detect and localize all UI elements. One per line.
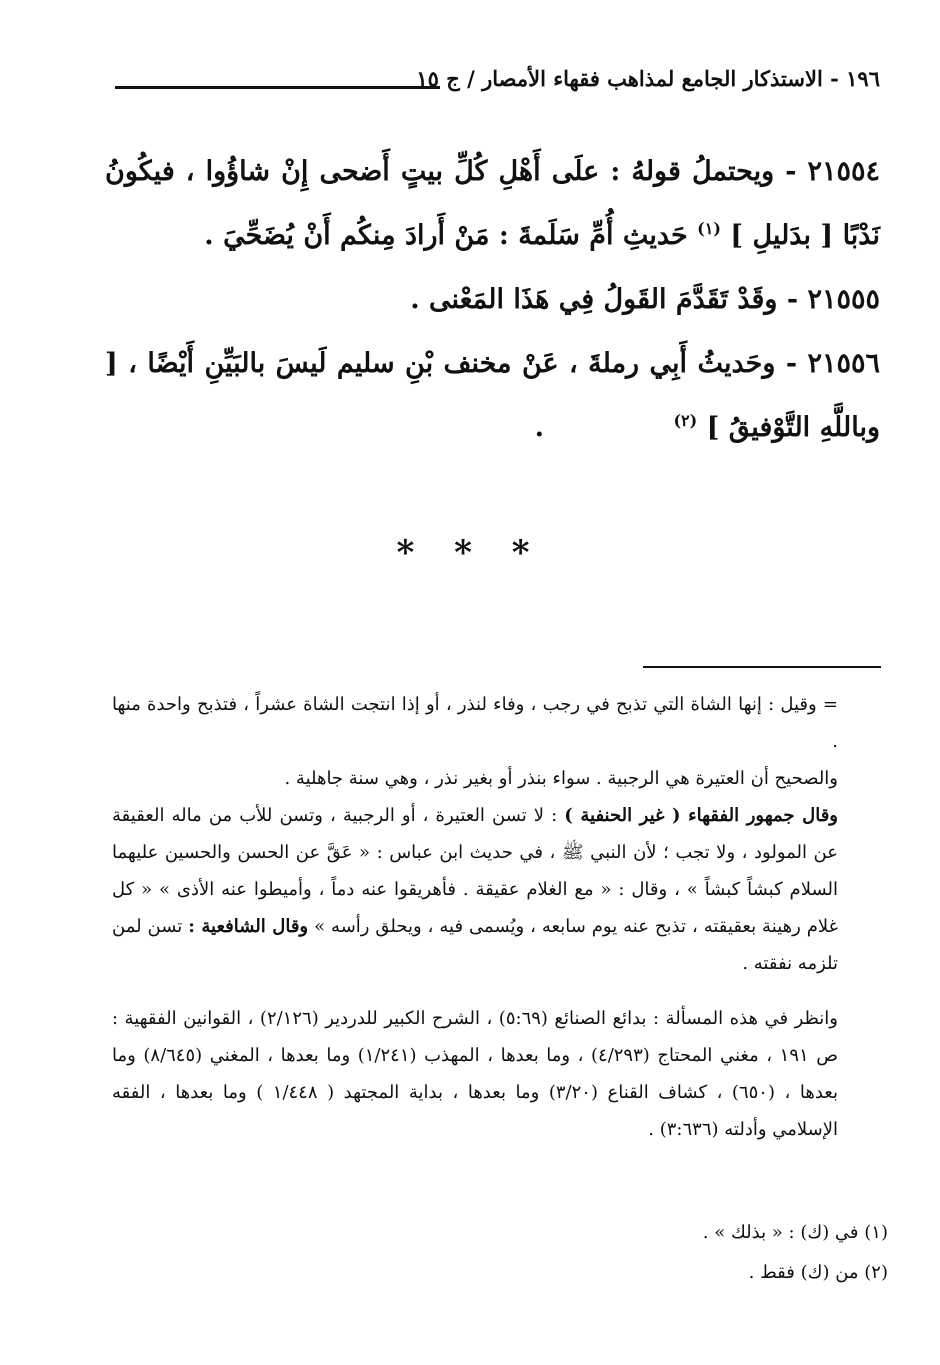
footnote-paragraph [112, 797, 838, 982]
footnote-ref-2: (٢) [673, 411, 698, 430]
footnote-continuation: = وقيل : إنها الشاة التي تذبح في رجب ، وفاء لنذر ، أو إذا انتجت الشاة عشراً ، فتذبح واحدة منها . [112, 694, 838, 752]
footnote-text: : لا تسن العتيرة ، أو الرجبية ، وتسن للأب من ماله العقيقة عن المولود ، ولا تجب ؛ لأن النبي ﷺ ، في حديث ابن عباس : « عَقَّ عن الحسن والحسين عليهما السلام كبشاً كبشاً » ، وقال : « مع الغلام عقيقة . فأهريقوا عنه دماً ، وأميطوا عنه الأذى » « كل غلام رهينة بعقيقته ، تذبح عنه يوم سابعه ، ويُسمى فيه ، ويحلق رأسه » [112, 805, 838, 937]
paragraph-text: - وقَدْ تَقَدَّمَ القَولُ فِي هَذَا المَعْنى . [410, 284, 808, 315]
footnotes [112, 686, 838, 1148]
paragraph-text: - وحَديثُ أَبِي رملةَ ، عَنْ مخنف بْنِ سليم لَيسَ بالبَيِّنِ أَيْضًا ، [ وباللَّهِ التَّوْفيقُ ] [105, 348, 880, 443]
paragraph-21554 [105, 140, 880, 268]
paragraph-number: ٢١٥٥٥ [807, 284, 880, 315]
bold-heading: وقال الشافعية : [188, 916, 309, 937]
footnote-2: (٢) من (ك) فقط . [748, 1262, 888, 1283]
footnote-ref-1: (١) [697, 219, 721, 238]
paragraph-21556 [105, 332, 880, 460]
page-header [115, 66, 880, 110]
footnote-text: تسن لمن تلزمه نفقته . [112, 916, 838, 974]
paragraph-number: ٢١٥٥٤ [807, 156, 880, 187]
paragraph-number: ٢١٥٥٦ [807, 348, 880, 379]
stray-dot: . [534, 412, 545, 443]
footnote-list [488, 1213, 888, 1293]
bold-heading: وقال جمهور الفقهاء ( غير الحنفية ) [564, 805, 838, 826]
footnote-rule [643, 666, 881, 668]
paragraph-21555 [105, 268, 880, 332]
footnote-paragraph: والصحيح أن العتيرة هي الرجبية . سواء بنذر أو بغير نذر ، وهي سنة جاهلية . [284, 768, 838, 789]
paragraph-text-continued: حَديثِ أُمِّ سَلَمةَ : مَنْ أَرادَ مِنكُم أَنْ يُضَحِّيَ . [204, 220, 698, 251]
main-text [105, 140, 880, 460]
paragraph-text: - ويحتملُ قولهُ : علَى أَهْلِ كُلِّ بيتٍ أَضحى إِنْ شاؤُوا ، فيكُونُ نَدْبًا [ بدَليلِ ] [105, 156, 880, 251]
header-rule [115, 86, 440, 89]
running-title: ١٩٦ - الاستذكار الجامع لمذاهب فقهاء الأمصار / ج ١٥ [416, 66, 880, 91]
references-paragraph: وانظر في هذه المسألة : بدائع الصنائع (٥:٦٩) ، الشرح الكبير للدردير (٢/١٢٦) ، القوانين الفقهية : ص ١٩١ ، مغني المحتاج (٤/٢٩٣) ، وما بعدها ، المهذب (١/٢٤١) وما بعدها ، المغني (٨/٦٤٥) وما بعدها ، (٦٥٠) ، كشاف القناع (٣/٢٠) وما بعدها ، بداية المجتهد ( ١/٤٤٨ ) وما بعدها ، الفقه الإسلامي وأدلته (٣:٦٣٦) . [112, 1008, 838, 1140]
footnote-1: (١) في (ك) : « بذلك » . [702, 1222, 888, 1243]
section-separator: * * * [396, 533, 544, 573]
